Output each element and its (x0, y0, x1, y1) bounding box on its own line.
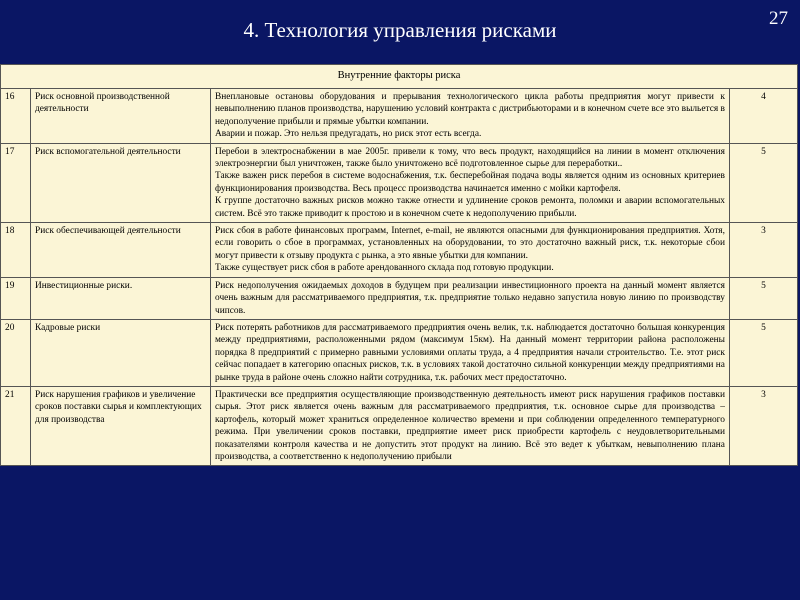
risk-description-paragraph: Аварии и пожар. Это нельзя предугадать, но риск этот есть всегда. (215, 129, 482, 140)
section-header-row (1, 65, 798, 89)
risk-score: 4 (729, 89, 797, 144)
risk-description-paragraph: Практически все предприятия осуществляющие производственную деятельность имеют риск нарушения графиков поставки сырья. Этот риск является очень важным для рассматриваемого предприятия, т.к. основное сырье для производства – картофель, который может храниться определенное количество времени и при соблюдении определенного температурного режима. При увеличении сроков поставки, предприятие имеет риск приобрести картофель с неудовлетворительными показателями контроля качества и не допустить этот продукт на линию. Всё это ведет к убыткам, невыполнению плана производства, а соответственно к недополучению прибыли (215, 389, 725, 462)
risk-name: Риск вспомогательной деятельности (31, 143, 211, 222)
risk-number: 21 (1, 386, 31, 465)
risk-name: Риск нарушения графиков и увеличение сроков поставки сырья и комплектующих для производства (31, 386, 211, 465)
table-row (1, 386, 798, 465)
risk-name: Риск основной производственной деятельности (31, 89, 211, 144)
risk-table (0, 64, 798, 466)
risk-description-paragraph: Риск сбоя в работе финансовых программ, Internet, e-mail, не являются опасными для функционирования предприятия. Хотя, если говорить о сбое в программах, установленных на оборудовании, то это достаточно важный риск, т.к. некоторые сбои могут привести к отзыву продукта с рынка, а это явные убытки для компании. (215, 226, 725, 261)
risk-description (211, 277, 730, 319)
risk-description (211, 89, 730, 144)
table-row (1, 223, 798, 278)
risk-score: 5 (729, 143, 797, 222)
risk-score: 3 (729, 386, 797, 465)
risk-name: Кадровые риски (31, 319, 211, 386)
risk-description-paragraph: Также важен риск перебоя в системе водоснабжения, т.к. бесперебойная подача воды является одним из основных критериев функционирования производства. Весь процесс производства начинается именно с мойки картофеля. (215, 171, 725, 194)
risk-name: Риск обеспечивающей деятельности (31, 223, 211, 278)
risk-score: 5 (729, 277, 797, 319)
risk-description (211, 386, 730, 465)
risk-number: 20 (1, 319, 31, 386)
risk-description-paragraph: Риск недополучения ожидаемых доходов в будущем при реализации инвестиционного проекта на данный момент является очень важным для рассматриваемого предприятия, т.к. предприятие только недавно запустила новую линию по производству чипсов. (215, 280, 725, 316)
risk-name: Инвестиционные риски. (31, 277, 211, 319)
risk-description-paragraph: Внеплановые остановы оборудования и прерывания технологического цикла работы предприятия могут привести к невыполнению планов производства, нарушению условий контракта с дистрибьюторами и в конечном счете все это выльется в недополучение прибыли и прямые убытки компании. (215, 92, 725, 127)
page-title: 4. Технология управления рисками (243, 18, 557, 42)
risk-description-paragraph: Перебои в электроснабжении в мае 2005г. привели к тому, что весь продукт, находящийся на линии в момент отключения электроэнергии был уничтожен, также было уничтожено всё подготовленное сырье для переработки.. (215, 146, 725, 170)
risk-number: 18 (1, 223, 31, 278)
section-header: Внутренние факторы риска (1, 65, 798, 89)
risk-description (211, 319, 730, 386)
table-row (1, 319, 798, 386)
risk-number: 19 (1, 277, 31, 319)
risk-number: 17 (1, 143, 31, 222)
table-row (1, 89, 798, 144)
risk-description-paragraph: К группе достаточно важных рисков можно также отнести и удлинение сроков ремонта, поломки и аварии вспомогательных систем. Всё это также приводит к простою и в конечном счете к недополучению прибыли. (215, 196, 725, 219)
table-row (1, 277, 798, 319)
risk-description-paragraph: Также существует риск сбоя в работе арендованного склада под готовую продукции. (215, 263, 554, 274)
risk-score: 3 (729, 223, 797, 278)
table-row (1, 143, 798, 222)
risk-score: 5 (729, 319, 797, 386)
risk-description (211, 223, 730, 278)
risk-description (211, 143, 730, 222)
risk-description-paragraph: Риск потерять работников для рассматриваемого предприятия очень велик, т.к. наблюдается достаточно большая конкуренция между предприятиями, расположенными рядом (максимум 15км). На данный момент территории района расположены порядка 8 предприятий с примерно равными условиями оплаты труда, а 4 предприятия начали строительство. Т.е. этот риск сейчас попадает в категорию опасных рисков, т.к. в условиях такой достаточно сильной конкуренции между предприятиями на рынке труда в районе очень сложно найти сотрудника, т.к. рабочих мест предостаточно. (215, 322, 725, 383)
page-number: 27 (769, 8, 788, 29)
risk-number: 16 (1, 89, 31, 144)
